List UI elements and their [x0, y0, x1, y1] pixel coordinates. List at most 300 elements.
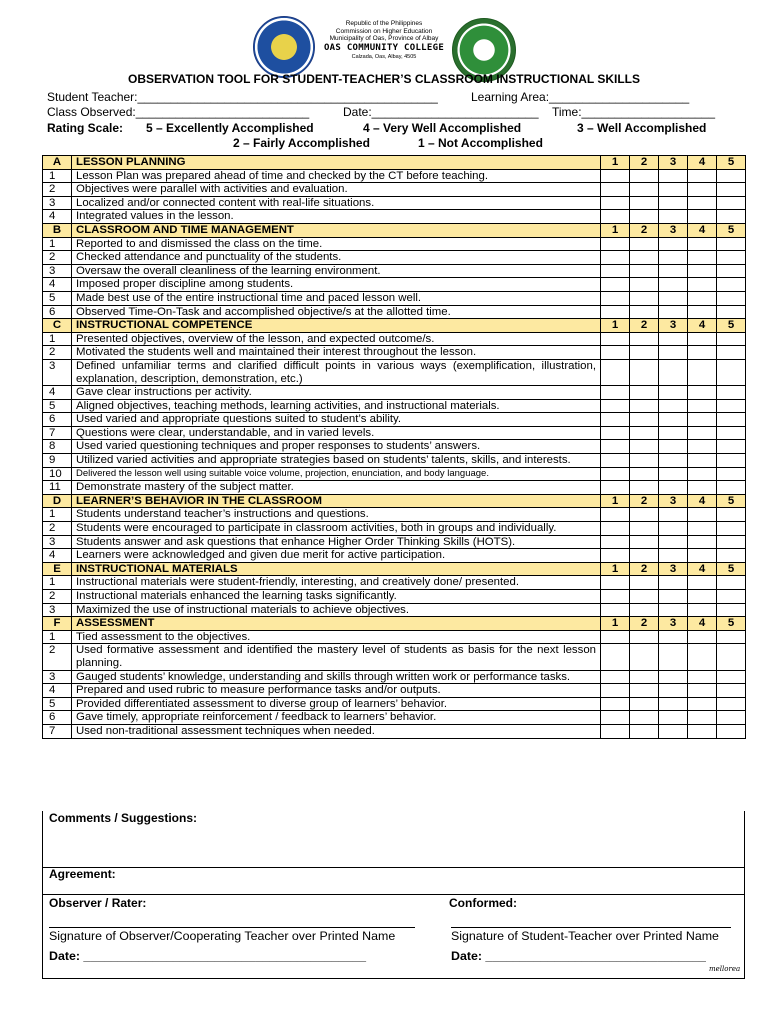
rating-cell[interactable]: [601, 549, 630, 563]
rating-cell[interactable]: [659, 684, 688, 698]
rating-cell[interactable]: [717, 549, 746, 563]
section-title: CLASSROOM AND TIME MANAGEMENT: [72, 223, 601, 237]
rating-cell[interactable]: [688, 711, 717, 725]
class-observed-field[interactable]: Class Observed:__________________________: [47, 105, 310, 119]
section-letter: B: [43, 223, 72, 237]
rating-cell[interactable]: [717, 644, 746, 670]
rating-cell[interactable]: [659, 440, 688, 454]
rating-cell[interactable]: [717, 332, 746, 346]
rating-cell[interactable]: [630, 440, 659, 454]
rating-cell[interactable]: [688, 237, 717, 251]
criterion-text: Defined unfamiliar terms and clarified difficult points in various ways (exemplification, illustration, explanation, description, demonstration, etc.): [72, 359, 601, 385]
rating-cell[interactable]: [659, 603, 688, 617]
criterion-number: 1: [43, 332, 72, 346]
rating-cell[interactable]: [659, 291, 688, 305]
rating-cell[interactable]: [630, 724, 659, 738]
header-text: [318, 20, 450, 61]
rating-cell[interactable]: [659, 711, 688, 725]
rating-cell[interactable]: [630, 386, 659, 400]
observer-signature-line[interactable]: [49, 927, 415, 928]
rating-header-4: 4: [688, 156, 717, 170]
rating-cell[interactable]: [688, 264, 717, 278]
rating-cell[interactable]: [717, 670, 746, 684]
section-title: INSTRUCTIONAL MATERIALS: [72, 562, 601, 576]
criterion-number: 2: [43, 183, 72, 197]
rating-header-1: 1: [601, 319, 630, 333]
rating-cell[interactable]: [601, 413, 630, 427]
rating-cell[interactable]: [601, 508, 630, 522]
rating-header-4: 4: [688, 617, 717, 631]
rating-cell[interactable]: [630, 359, 659, 385]
rating-cell[interactable]: [717, 535, 746, 549]
criterion-text: Delivered the lesson well using suitable voice volume, projection, enunciation, and body language.: [72, 467, 601, 481]
rating-cell[interactable]: [717, 697, 746, 711]
rating-cell[interactable]: [659, 426, 688, 440]
criterion-row: [43, 670, 746, 684]
rating-cell[interactable]: [659, 332, 688, 346]
rating-cell[interactable]: [601, 724, 630, 738]
rating-cell[interactable]: [688, 590, 717, 604]
criterion-row: [43, 413, 746, 427]
rating-cell[interactable]: [630, 603, 659, 617]
rating-cell[interactable]: [717, 237, 746, 251]
rating-cell[interactable]: [630, 196, 659, 210]
rating-cell[interactable]: [601, 630, 630, 644]
criterion-number: 5: [43, 291, 72, 305]
criterion-row: [43, 576, 746, 590]
criterion-row: [43, 644, 746, 670]
document-title: OBSERVATION TOOL FOR STUDENT-TEACHER’S CLASSROOM INSTRUCTIONAL SKILLS: [127, 72, 641, 86]
conformed-label: Conformed:: [449, 896, 517, 910]
criterion-text: Demonstrate mastery of the subject matter.: [72, 481, 601, 495]
criterion-text: Questions were clear, understandable, and in varied levels.: [72, 426, 601, 440]
rating-cell[interactable]: [601, 467, 630, 481]
rating-cell[interactable]: [717, 576, 746, 590]
rating-cell[interactable]: [659, 413, 688, 427]
rating-cell[interactable]: [717, 346, 746, 360]
rating-cell[interactable]: [688, 183, 717, 197]
rating-header-3: 3: [659, 156, 688, 170]
criterion-number: 9: [43, 454, 72, 468]
rating-cell[interactable]: [630, 467, 659, 481]
rating-cell[interactable]: [630, 711, 659, 725]
rating-header-5: 5: [717, 562, 746, 576]
rating-cell[interactable]: [630, 535, 659, 549]
comments-box[interactable]: [42, 811, 745, 868]
rating-cell[interactable]: [717, 522, 746, 536]
criterion-number: 3: [43, 359, 72, 385]
criterion-number: 2: [43, 522, 72, 536]
rating-cell[interactable]: [659, 237, 688, 251]
student-teacher-field[interactable]: Student Teacher:_____________________________________________: [47, 90, 438, 104]
criterion-number: 6: [43, 305, 72, 319]
rating-cell[interactable]: [630, 697, 659, 711]
rating-cell[interactable]: [717, 264, 746, 278]
rating-header-3: 3: [659, 223, 688, 237]
rating-cell[interactable]: [688, 278, 717, 292]
rating-header-4: 4: [688, 319, 717, 333]
rating-cell[interactable]: [688, 724, 717, 738]
rating-scale-4: 4 – Very Well Accomplished: [363, 121, 522, 135]
rating-cell[interactable]: [601, 440, 630, 454]
criterion-number: 1: [43, 576, 72, 590]
rating-cell[interactable]: [601, 697, 630, 711]
rating-cell[interactable]: [688, 413, 717, 427]
rating-cell[interactable]: [601, 576, 630, 590]
rating-cell[interactable]: [601, 454, 630, 468]
rating-cell[interactable]: [659, 210, 688, 224]
rating-cell[interactable]: [630, 630, 659, 644]
rating-cell[interactable]: [659, 251, 688, 265]
criterion-text: Made best use of the entire instructional time and paced lesson well.: [72, 291, 601, 305]
rating-cell[interactable]: [659, 590, 688, 604]
rating-header-4: 4: [688, 223, 717, 237]
rating-cell[interactable]: [717, 210, 746, 224]
section-header-row: [43, 494, 746, 508]
criterion-text: Gave clear instructions per activity.: [72, 386, 601, 400]
signature-box: [42, 894, 745, 979]
rating-cell[interactable]: [717, 481, 746, 495]
section-header-row: [43, 617, 746, 631]
rating-header-5: 5: [717, 617, 746, 631]
rating-cell[interactable]: [659, 630, 688, 644]
rating-cell[interactable]: [659, 549, 688, 563]
criterion-text: Integrated values in the lesson.: [72, 210, 601, 224]
rating-cell[interactable]: [688, 508, 717, 522]
rating-cell[interactable]: [601, 237, 630, 251]
rating-cell[interactable]: [601, 169, 630, 183]
section-letter: A: [43, 156, 72, 170]
criterion-row: [43, 711, 746, 725]
rating-header-2: 2: [630, 494, 659, 508]
rating-cell[interactable]: [630, 576, 659, 590]
criterion-number: 2: [43, 590, 72, 604]
rating-cell[interactable]: [717, 454, 746, 468]
criterion-text: Localized and/or connected content with real-life situations.: [72, 196, 601, 210]
criterion-text: Gauged students’ knowledge, understanding and skills through written work or performance tasks.: [72, 670, 601, 684]
rating-cell[interactable]: [601, 590, 630, 604]
rating-cell[interactable]: [688, 359, 717, 385]
rating-cell[interactable]: [630, 346, 659, 360]
rating-cell[interactable]: [630, 508, 659, 522]
criterion-number: 4: [43, 278, 72, 292]
criterion-text: Used varied and appropriate questions suited to student’s ability.: [72, 413, 601, 427]
criterion-number: 6: [43, 413, 72, 427]
rating-cell[interactable]: [688, 440, 717, 454]
rating-cell[interactable]: [630, 169, 659, 183]
criterion-text: Imposed proper discipline among students.: [72, 278, 601, 292]
criterion-text: Maximized the use of instructional materials to achieve objectives.: [72, 603, 601, 617]
rating-header-3: 3: [659, 319, 688, 333]
rating-cell[interactable]: [688, 670, 717, 684]
rating-cell[interactable]: [688, 481, 717, 495]
rating-cell[interactable]: [717, 467, 746, 481]
rating-cell[interactable]: [601, 210, 630, 224]
criterion-row: [43, 359, 746, 385]
rating-cell[interactable]: [717, 291, 746, 305]
criterion-text: Prepared and used rubric to measure performance tasks and/or outputs.: [72, 684, 601, 698]
rating-cell[interactable]: [717, 508, 746, 522]
rating-cell[interactable]: [717, 711, 746, 725]
rating-cell[interactable]: [659, 576, 688, 590]
criterion-row: [43, 481, 746, 495]
criterion-number: 3: [43, 603, 72, 617]
rating-cell[interactable]: [688, 603, 717, 617]
rating-cell[interactable]: [688, 169, 717, 183]
rating-cell[interactable]: [717, 386, 746, 400]
rating-cell[interactable]: [717, 724, 746, 738]
header-college-name: OAS COMMUNITY COLLEGE: [323, 42, 445, 53]
observer-date-field[interactable]: Date: _________________________________________: [49, 949, 366, 963]
rating-cell[interactable]: [601, 481, 630, 495]
rating-cell[interactable]: [601, 670, 630, 684]
section-title: LESSON PLANNING: [72, 156, 601, 170]
rating-cell[interactable]: [717, 359, 746, 385]
rating-cell[interactable]: [601, 535, 630, 549]
rating-header-2: 2: [630, 156, 659, 170]
criterion-text: Students understand teacher’s instructions and questions.: [72, 508, 601, 522]
rating-cell[interactable]: [688, 305, 717, 319]
criterion-row: [43, 251, 746, 265]
criterion-text: Checked attendance and punctuality of the students.: [72, 251, 601, 265]
criterion-number: 4: [43, 549, 72, 563]
rating-cell[interactable]: [688, 549, 717, 563]
rating-header-5: 5: [717, 156, 746, 170]
rating-cell[interactable]: [630, 183, 659, 197]
student-signature-line[interactable]: [451, 927, 731, 928]
criterion-row: [43, 522, 746, 536]
time-field[interactable]: Time:____________________: [552, 105, 716, 119]
rating-cell[interactable]: [659, 522, 688, 536]
rating-header-4: 4: [688, 562, 717, 576]
rating-cell[interactable]: [688, 454, 717, 468]
rating-cell[interactable]: [717, 426, 746, 440]
criterion-row: [43, 440, 746, 454]
observer-label: Observer / Rater:: [49, 896, 147, 910]
criterion-text: Provided differentiated assessment to diverse group of learners’ behavior.: [72, 697, 601, 711]
rating-cell[interactable]: [601, 291, 630, 305]
rating-cell[interactable]: [659, 697, 688, 711]
criterion-number: 7: [43, 724, 72, 738]
rating-cell[interactable]: [659, 399, 688, 413]
rating-cell[interactable]: [601, 603, 630, 617]
header-republic: Republic of the Philippines: [345, 20, 423, 27]
criterion-row: [43, 196, 746, 210]
rating-cell[interactable]: [688, 576, 717, 590]
rating-cell[interactable]: [659, 183, 688, 197]
rating-cell[interactable]: [717, 603, 746, 617]
rating-cell[interactable]: [688, 426, 717, 440]
section-header-row: [43, 223, 746, 237]
rating-header-5: 5: [717, 319, 746, 333]
criterion-row: [43, 467, 746, 481]
rating-cell[interactable]: [717, 630, 746, 644]
date-field[interactable]: Date:_________________________: [343, 105, 539, 119]
criterion-text: Used varied questioning techniques and proper responses to students’ answers.: [72, 440, 601, 454]
rating-cell[interactable]: [688, 630, 717, 644]
rating-cell[interactable]: [688, 251, 717, 265]
rating-cell[interactable]: [659, 467, 688, 481]
rating-cell[interactable]: [601, 196, 630, 210]
rating-cell[interactable]: [659, 508, 688, 522]
rating-cell[interactable]: [601, 264, 630, 278]
rating-cell[interactable]: [630, 305, 659, 319]
criterion-row: [43, 210, 746, 224]
rating-cell[interactable]: [688, 346, 717, 360]
rating-cell[interactable]: [659, 670, 688, 684]
rating-cell[interactable]: [630, 237, 659, 251]
criterion-row: [43, 724, 746, 738]
criterion-number: 3: [43, 196, 72, 210]
rating-cell[interactable]: [659, 535, 688, 549]
criterion-row: [43, 697, 746, 711]
rating-cell[interactable]: [630, 278, 659, 292]
rating-header-3: 3: [659, 494, 688, 508]
section-letter: E: [43, 562, 72, 576]
rating-cell[interactable]: [630, 413, 659, 427]
rating-cell[interactable]: [630, 332, 659, 346]
criterion-number: 6: [43, 711, 72, 725]
rating-header-1: 1: [601, 562, 630, 576]
rating-cell[interactable]: [601, 305, 630, 319]
criterion-text: Used non-traditional assessment techniques when needed.: [72, 724, 601, 738]
rating-cell[interactable]: [717, 305, 746, 319]
rating-cell[interactable]: [601, 522, 630, 536]
rating-cell[interactable]: [659, 724, 688, 738]
rating-cell[interactable]: [688, 196, 717, 210]
rating-cell[interactable]: [601, 684, 630, 698]
rating-cell[interactable]: [630, 670, 659, 684]
rating-cell[interactable]: [688, 399, 717, 413]
rating-cell[interactable]: [630, 210, 659, 224]
criterion-number: 11: [43, 481, 72, 495]
rating-cell[interactable]: [659, 481, 688, 495]
criterion-number: 5: [43, 399, 72, 413]
rating-cell[interactable]: [601, 426, 630, 440]
rating-cell[interactable]: [688, 332, 717, 346]
rating-cell[interactable]: [601, 359, 630, 385]
rating-header-3: 3: [659, 562, 688, 576]
rating-cell[interactable]: [659, 644, 688, 670]
agreement-label: Agreement:: [49, 867, 116, 881]
rating-cell[interactable]: [630, 291, 659, 305]
rating-cell[interactable]: [717, 440, 746, 454]
rating-cell[interactable]: [630, 522, 659, 536]
criterion-row: [43, 278, 746, 292]
criterion-row: [43, 264, 746, 278]
section-header-row: [43, 319, 746, 333]
rating-cell[interactable]: [659, 196, 688, 210]
rating-cell[interactable]: [601, 386, 630, 400]
rating-cell[interactable]: [659, 454, 688, 468]
rating-cell[interactable]: [659, 359, 688, 385]
rating-cell[interactable]: [630, 644, 659, 670]
rating-cell[interactable]: [601, 278, 630, 292]
rating-cell[interactable]: [717, 590, 746, 604]
rating-cell[interactable]: [630, 399, 659, 413]
criterion-row: [43, 630, 746, 644]
rating-cell[interactable]: [630, 426, 659, 440]
rating-cell[interactable]: [630, 590, 659, 604]
rating-cell[interactable]: [601, 399, 630, 413]
rating-header-2: 2: [630, 223, 659, 237]
rating-cell[interactable]: [630, 481, 659, 495]
rating-cell[interactable]: [601, 183, 630, 197]
header-address: Calzada, Oas, Albay, 4505: [351, 53, 417, 60]
rating-cell[interactable]: [659, 278, 688, 292]
criterion-text: Oversaw the overall cleanliness of the learning environment.: [72, 264, 601, 278]
rating-cell[interactable]: [717, 413, 746, 427]
rating-cell[interactable]: [659, 264, 688, 278]
rating-cell[interactable]: [717, 196, 746, 210]
criterion-text: Presented objectives, overview of the lesson, and expected outcome/s.: [72, 332, 601, 346]
criterion-number: 2: [43, 644, 72, 670]
learning-area-field[interactable]: Learning Area:_____________________: [471, 90, 690, 104]
criterion-number: 7: [43, 426, 72, 440]
student-date-field[interactable]: Date: ________________________________: [451, 949, 706, 963]
rating-cell[interactable]: [601, 346, 630, 360]
observer-signature-caption: Signature of Observer/Cooperating Teacher over Printed Name: [49, 929, 396, 943]
rating-cell[interactable]: [688, 467, 717, 481]
rating-cell[interactable]: [630, 684, 659, 698]
rating-cell[interactable]: [659, 346, 688, 360]
rating-cell[interactable]: [717, 169, 746, 183]
criterion-text: Motivated the students well and maintained their interest throughout the lesson.: [72, 346, 601, 360]
criterion-number: 4: [43, 386, 72, 400]
rating-cell[interactable]: [630, 264, 659, 278]
rating-cell[interactable]: [601, 644, 630, 670]
rating-cell[interactable]: [717, 399, 746, 413]
criterion-row: [43, 291, 746, 305]
rating-cell[interactable]: [601, 251, 630, 265]
rating-cell[interactable]: [630, 251, 659, 265]
criterion-row: [43, 399, 746, 413]
section-letter: F: [43, 617, 72, 631]
rating-cell[interactable]: [688, 386, 717, 400]
rating-cell[interactable]: [688, 697, 717, 711]
rating-cell[interactable]: [659, 386, 688, 400]
agreement-box[interactable]: [42, 867, 745, 895]
section-header-row: [43, 156, 746, 170]
comments-label: Comments / Suggestions:: [49, 811, 198, 825]
rating-cell[interactable]: [717, 684, 746, 698]
rating-cell[interactable]: [717, 278, 746, 292]
rating-cell[interactable]: [688, 644, 717, 670]
rating-cell[interactable]: [688, 535, 717, 549]
document-header: [0, 14, 768, 72]
criterion-row: [43, 603, 746, 617]
rating-cell[interactable]: [601, 711, 630, 725]
rating-cell[interactable]: [717, 251, 746, 265]
section-letter: C: [43, 319, 72, 333]
rating-cell[interactable]: [688, 291, 717, 305]
criterion-text: Reported to and dismissed the class on the time.: [72, 237, 601, 251]
rating-cell[interactable]: [688, 522, 717, 536]
rating-cell[interactable]: [659, 169, 688, 183]
criterion-text: Students were encouraged to participate in classroom activities, both in groups and individually.: [72, 522, 601, 536]
criterion-text: Learners were acknowledged and given due merit for active participation.: [72, 549, 601, 563]
rating-header-5: 5: [717, 494, 746, 508]
rating-cell[interactable]: [601, 332, 630, 346]
rating-cell[interactable]: [630, 549, 659, 563]
rating-cell[interactable]: [659, 305, 688, 319]
rating-cell[interactable]: [717, 183, 746, 197]
observation-table: [42, 155, 746, 739]
rating-cell[interactable]: [688, 210, 717, 224]
rating-cell[interactable]: [688, 684, 717, 698]
rating-scale-2: 2 – Fairly Accomplished: [233, 136, 370, 150]
rating-cell[interactable]: [630, 454, 659, 468]
